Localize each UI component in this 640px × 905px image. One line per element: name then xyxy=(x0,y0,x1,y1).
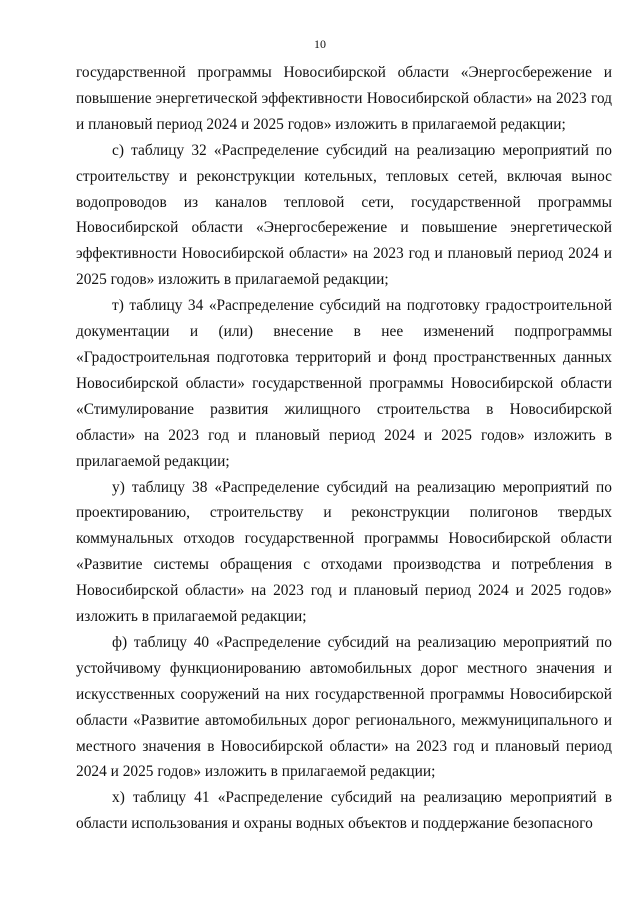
paragraph-item-s: с) таблицу 32 «Распределение субсидий на реализацию мероприятий по строительству и реконструкции котельных, тепловых сетей, включая вынос водопроводов из каналов тепловой сети, государственной программы Новосибирской области «Энергосбережение и повышение энергетической эффективности Новосибирской области» на 2023 год и плановый период 2024 и 2025 годов» изложить в прилагаемой редакции; xyxy=(76,141,612,289)
page-number: 10 xyxy=(314,37,326,51)
paragraph-item-u: у) таблицу 38 «Распределение субсидий на реализацию мероприятий по проектированию, строительству и реконструкции полигонов твердых коммунальных отходов государственной программы Новосибирской области «Развитие системы обращения с отходами производства и потребления в Новосибирской области» на 2023 год и плановый период 2024 и 2025 годов» изложить в прилагаемой редакции; xyxy=(76,478,612,626)
paragraph-item-t: т) таблицу 34 «Распределение субсидий на подготовку градостроительной документации и (или) внесение в нее изменений подпрограммы «Градостроительная подготовка территорий и фонд пространственных данных Новосибирской области» государственной программы Новосибирской области «Стимулирование развития жилищного строительства в Новосибирской области» на 2023 год и плановый период 2024 и 2025 годов» изложить в прилагаемой редакции; xyxy=(76,297,612,470)
paragraph-item-f: ф) таблицу 40 «Распределение субсидий на реализацию мероприятий по устойчивому функционированию автомобильных дорог местного значения и искусственных сооружений на них государственной программы Новосибирской области «Развитие автомобильных дорог регионального, межмуниципального и местного значения в Новосибирской области» на 2023 год и плановый период 2024 и 2025 годов» изложить в прилагаемой редакции; xyxy=(76,633,612,781)
document-body xyxy=(76,60,612,837)
paragraph-item-kh: х) таблицу 41 «Распределение субсидий на реализацию мероприятий в области использования и охраны водных объектов и поддержание безопасного xyxy=(76,789,612,833)
paragraph-continuation: государственной программы Новосибирской области «Энергосбережение и повышение энергетической эффективности Новосибирской области» на 2023 год и плановый период 2024 и 2025 годов» изложить в прилагаемой редакции; xyxy=(76,64,612,133)
